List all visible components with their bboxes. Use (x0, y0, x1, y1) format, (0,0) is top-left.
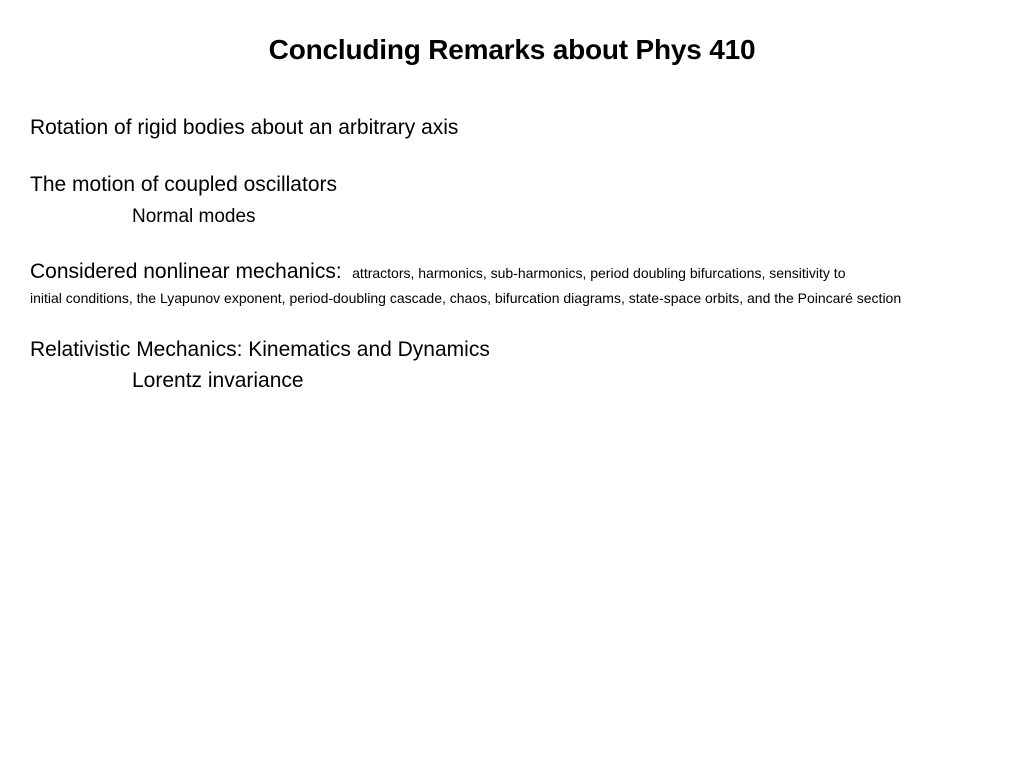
topic-coupled-oscillators: The motion of coupled oscillators (30, 173, 337, 196)
topic-nonlinear (30, 260, 845, 284)
topic-nonlinear-heading: Considered nonlinear mechanics: (30, 260, 342, 283)
subtopic-lorentz: Lorentz invariance (132, 369, 304, 392)
topic-rigid-bodies: Rotation of rigid bodies about an arbitrary axis (30, 116, 459, 139)
topic-nonlinear-detail-2: initial conditions, the Lyapunov exponent, period-doubling cascade, chaos, bifurcation diagrams, state-space orbits, and the Poincaré section (30, 290, 902, 306)
topic-relativistic: Relativistic Mechanics: Kinematics and Dynamics (30, 338, 490, 361)
topic-nonlinear-detail-1: attractors, harmonics, sub-harmonics, period doubling bifurcations, sensitivity to (352, 265, 846, 281)
slide-title: Concluding Remarks about Phys 410 (268, 34, 756, 65)
subtopic-normal-modes: Normal modes (132, 206, 256, 227)
